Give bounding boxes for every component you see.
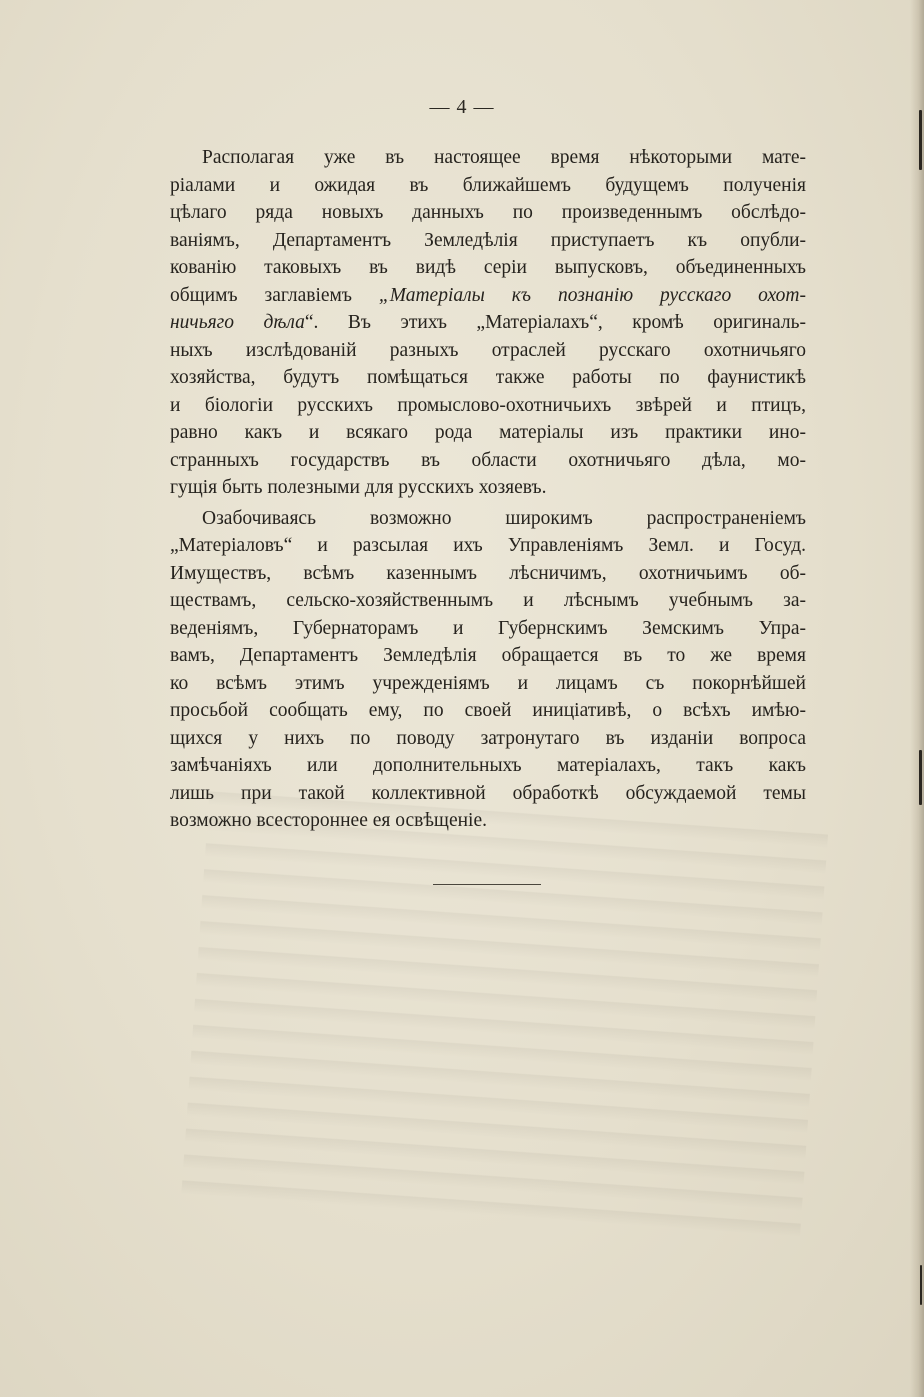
text-line: равно какъ и всякаго рода матеріалы изъ практики ино- xyxy=(170,422,806,443)
text-line: ныхъ изслѣдованій разныхъ отраслей русскаго охотничьяго xyxy=(170,339,806,361)
text-line: Располагая уже въ настоящее время нѣкоторыми мате- xyxy=(202,147,806,168)
text-fragment: общимъ заглавіемъ xyxy=(170,284,352,306)
text-line: кованію таковыхъ въ видѣ серіи выпусковъ, объединенныхъ xyxy=(170,257,806,278)
text-line: просьбой сообщать ему, по своей иниціативѣ, о всѣхъ имѣю- xyxy=(170,700,806,721)
edge-mark xyxy=(920,1265,922,1305)
text-line: Имуществъ, всѣмъ казеннымъ лѣсничимъ, охотничьимъ об- xyxy=(170,562,806,584)
body-text xyxy=(170,144,806,835)
text-line: странныхъ государствъ въ области охотничьяго дѣла, мо- xyxy=(170,449,806,471)
text-line: щихся у нихъ по поводу затронутаго въ изданіи вопроса xyxy=(170,727,806,749)
edge-mark xyxy=(919,750,922,805)
text-line: ществамъ, сельско-хозяйственнымъ и лѣснымъ учебнымъ за- xyxy=(170,590,806,611)
text-line xyxy=(170,282,806,310)
text-line: хозяйства, будутъ помѣщаться также работы по фаунистикѣ xyxy=(170,367,806,388)
text-line: ріалами и ожидая въ ближайшемъ будущемъ полученія xyxy=(170,174,806,196)
text-line: вамъ, Департаментъ Земледѣлія обращается въ то же время xyxy=(170,645,806,666)
publication-title-end: ничьяго дѣла xyxy=(170,312,305,333)
page-number: — 4 — xyxy=(429,96,495,118)
text-fragment: “. Въ этихъ „Матеріалахъ“, кромѣ оригиналь- xyxy=(304,312,806,333)
text-line: замѣчаніяхъ или дополнительныхъ матеріалахъ, такъ какъ xyxy=(170,755,806,776)
text-line xyxy=(170,309,806,337)
text-line: ваніямъ, Департаментъ Земледѣлія приступаетъ къ опубли- xyxy=(170,229,806,251)
publication-title: „Матеріалы къ познанію русскаго охот- xyxy=(378,284,806,306)
edge-mark xyxy=(919,110,922,170)
text-line: гущія быть полезными для русскихъ хозяевъ. xyxy=(170,477,547,498)
text-line: „Матеріаловъ“ и разсылая ихъ Управленіямъ Земл. и Госуд. xyxy=(170,535,806,556)
text-line: и біологіи русскихъ промыслово-охотничьихъ звѣрей и птицъ, xyxy=(170,394,806,416)
text-line: Озабочиваясь возможно широкимъ распространеніемъ xyxy=(202,507,806,529)
text-line: ко всѣмъ этимъ учрежденіямъ и лицамъ съ покорнѣйшей xyxy=(170,672,806,694)
text-line: возможно всестороннее ея освѣщеніе. xyxy=(170,810,487,831)
show-through-texture xyxy=(181,779,829,1241)
text-line: веденіямъ, Губернаторамъ и Губернскимъ Земскимъ Упра- xyxy=(170,617,806,639)
text-line: лишь при такой коллективной обработкѣ обсуждаемой темы xyxy=(170,782,806,804)
page-edge xyxy=(910,0,924,1397)
text-line: цѣлаго ряда новыхъ данныхъ по произведеннымъ обслѣдо- xyxy=(170,202,806,223)
section-divider xyxy=(433,884,541,885)
